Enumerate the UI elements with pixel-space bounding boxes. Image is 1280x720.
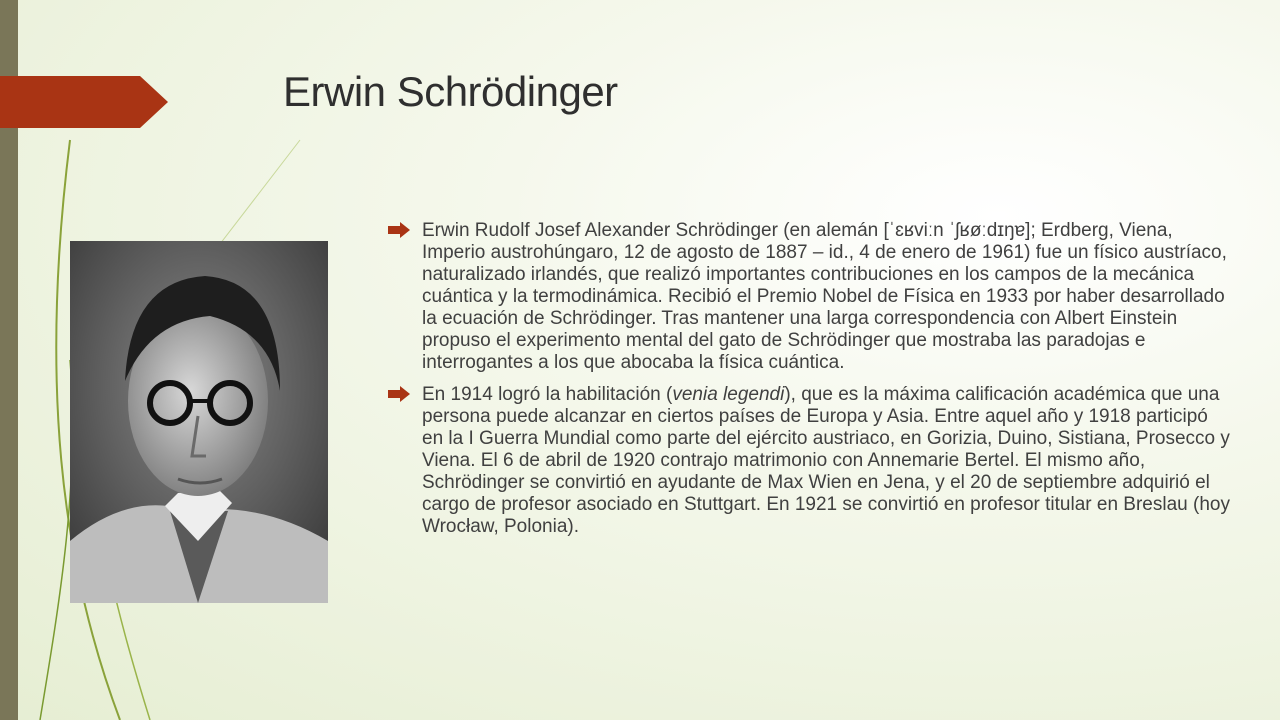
title-accent-tab — [0, 76, 168, 128]
portrait-photo — [70, 241, 328, 603]
bullet-item-career — [386, 384, 1234, 538]
bullet-item-biography — [386, 220, 1234, 374]
bullet-list — [386, 220, 1234, 548]
slide-title: Erwin Schrödinger — [283, 68, 618, 115]
arrow-bullet-icon — [388, 386, 410, 402]
bullet-text-before: En 1914 logró la habilitación ( — [422, 384, 673, 405]
portrait-icon — [70, 241, 328, 603]
bullet-text-italic: venia legendi — [672, 384, 785, 405]
arrow-bullet-icon — [388, 222, 410, 238]
bullet-text: Erwin Rudolf Josef Alexander Schrödinger (en alemán [ˈɛʁviːn ˈʃʁøːdɪŋɐ]; Erdberg, Viena, Imperio austrohúngaro, 12 de agosto de 1887 – id., 4 de enero de 1961) fue un físico austríaco, naturalizado irlandés, que realizó importantes contribuciones en los campos de la mecánica cuántica y la termodinámica. Recibió el Premio Nobel de Física en 1933 por haber desarrollado la ecuación de Schrödinger. Tras mantener una larga correspondencia con Albert Einstein propuso el experimento mental del gato de Schrödinger que mostraba las paradojas e interrogantes a los que abocaba la física cuántica. — [422, 220, 1227, 373]
bullet-text-after: ), que es la máxima calificación académica que una persona puede alcanzar en ciertos países de Europa y Asia. Entre aquel año y 1918 participó en la I Guerra Mundial como parte del ejército austriaco, en Gorizia, Duino, Sistiana, Prosecco y Viena. El 6 de abril de 1920 contrajo matrimonio con Annemarie Bertel. El mismo año, Schrödinger se convirtió en ayudante de Max Wien en Jena, y el 20 de septiembre adquirió el cargo de profesor asociado en Stuttgart. En 1921 se convirtió en profesor titular en Breslau (hoy Wrocław, Polonia). — [422, 384, 1230, 537]
